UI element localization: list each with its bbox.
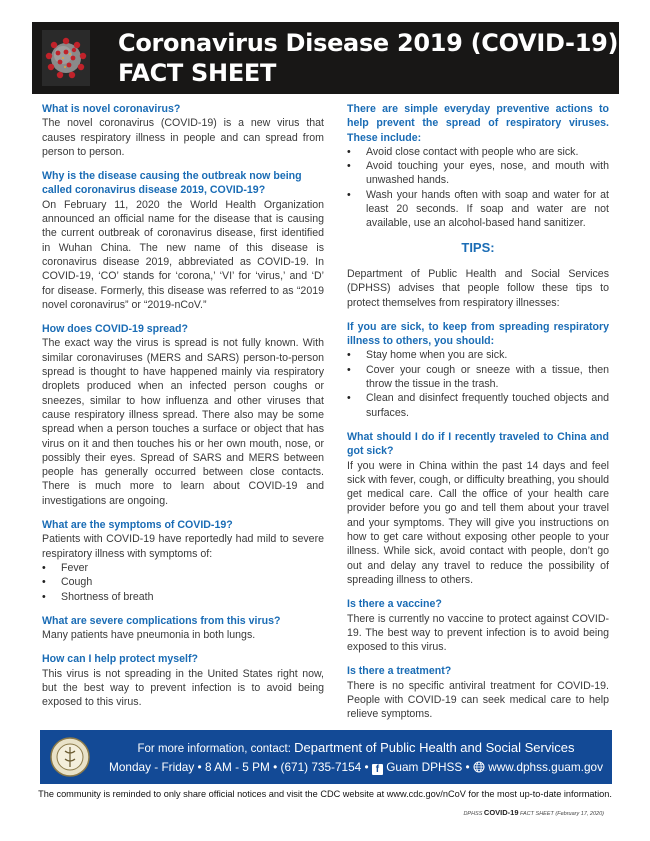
facebook-icon: f — [372, 764, 383, 775]
section-body: This virus is not spreading in the United States right now, but the best way to prevent infection is to avoid being exposed to this virus. — [42, 667, 324, 709]
document-credit — [463, 808, 604, 817]
list-item: • Shortness of breath — [42, 590, 324, 604]
page-title — [118, 28, 618, 88]
if-sick-list — [347, 348, 609, 419]
section-body: The exact way the virus is spread is not fully known. With similar coronaviruses (MERS and SARS) person-to-person spread is thought to have happened mainly via respiratory droplets produced when an infected person coughs or sneezes, similar to how influenza and other viruses that cause respiratory illness spread. There also may be some spread when a person touches a surface or object that has virus on it and then touches his or her own mouth, nose, or possibly their eyes. Spread of SARS and MERS between people has generally occurred between close contacts. There is much more to learn about COVID-19 and investigations are ongoing. — [42, 337, 324, 507]
credit-suffix: FACT SHEET (February 17, 2020) — [520, 811, 604, 817]
list-item: • Stay home when you are sick. — [347, 348, 609, 362]
prevention-list — [347, 145, 609, 231]
dphss-seal-icon — [50, 737, 90, 777]
list-item: • Avoid close contact with people who are sick. — [347, 145, 609, 159]
section-heading: What are severe complications from this virus? — [42, 614, 281, 627]
list-item: • Cough — [42, 575, 324, 589]
section-heading: Is there a vaccine? — [347, 598, 442, 611]
list-item: • Cover your cough or sneeze with a tissue, then throw the tissue in the trash. — [347, 363, 609, 392]
separator: • — [465, 759, 470, 774]
header-banner — [32, 22, 619, 94]
section-heading: How can I help protect myself? — [42, 653, 198, 666]
section-body: If you were in China within the past 14 days and feel sick with fever, cough, or difficulty breathing, you should get medical care. Call the office of your health care provider before you go and tell them about your travel and your symptoms. They will give you instructions on how to get care without exposing other people to your illness. While sick, avoid contact with people, don’t go out and delay any travel to reduce the possibility of spreading illness to others. — [347, 459, 609, 586]
section-heading: What is novel coronavirus? — [42, 103, 181, 115]
section-heading: Is there a treatment? — [347, 665, 452, 678]
prevention-heading: There are simple everyday preventive actions to help prevent the spread of respiratory viruses. These include: — [347, 103, 609, 144]
right-column — [347, 102, 609, 722]
separator: • — [273, 759, 278, 774]
contact-prefix: For more information, contact: — [137, 742, 291, 755]
left-column — [42, 102, 324, 710]
office-hours: 8 AM - 5 PM — [204, 759, 270, 774]
separator: • — [364, 759, 369, 774]
section-body: Many patients have pneumonia in both lungs. — [42, 629, 256, 642]
section-body: There is currently no vaccine to protect against COVID-19. The best way to prevent infection is to avoid being exposed to this virus. — [347, 612, 609, 654]
section-heading: What should I do if I recently traveled to China and got sick? — [347, 430, 609, 458]
facebook-link[interactable]: Guam DPHSS — [386, 759, 463, 774]
section-body: Patients with COVID-19 have reportedly had mild to severe respiratory illness with symptoms of: — [42, 533, 324, 560]
section-heading: Why is the disease causing the outbreak now being called coronavirus disease 2019, COVID-19? — [42, 170, 302, 197]
list-item: • Clean and disinfect frequently touched objects and surfaces. — [347, 391, 609, 420]
contact-bar — [40, 730, 612, 784]
section-body: On February 11, 2020 the World Health Organization announced an official name for the disease that is causing the current outbreak of coronavirus disease, first identified in Wuhan China. The new name of this disease is coronavirus disease 2019, abbreviated as COVID-19. In COVID-19, ‘CO’ stands for ‘corona,’ ‘VI’ for ‘virus,’ and ‘D’ for disease. Formerly, this disease was referred to as “2019 novel coronavirus” or “2019-nCoV.” — [42, 198, 324, 311]
credit-prefix: DPHSS — [463, 811, 483, 817]
globe-icon — [473, 761, 485, 773]
section-heading: What are the symptoms of COVID-19? — [42, 519, 233, 532]
website-link[interactable]: www.dphss.guam.gov — [488, 759, 603, 774]
department-name: Department of Public Health and Social Services — [294, 739, 575, 755]
list-item: • Avoid touching your eyes, nose, and mouth with unwashed hands. — [347, 159, 609, 188]
separator: • — [197, 759, 202, 774]
title-line-2: FACT SHEET — [118, 59, 277, 87]
list-item: • Fever — [42, 561, 324, 575]
symptom-list — [42, 561, 324, 604]
coronavirus-image — [42, 30, 90, 86]
credit-bold: COVID-19 — [483, 808, 519, 817]
virus-icon — [44, 36, 88, 80]
tips-heading: TIPS: — [461, 239, 495, 255]
contact-text — [100, 739, 612, 776]
section-heading: If you are sick, to keep from spreading respiratory illness to others, you should: — [347, 320, 609, 348]
section-heading: How does COVID-19 spread? — [42, 323, 188, 336]
section-body: There is no specific antiviral treatment for COVID-19. People with COVID-19 can seek medical care to help relieve symptoms. — [347, 679, 609, 721]
phone-number[interactable]: (671) 735-7154 — [280, 759, 362, 774]
tips-intro: Department of Public Health and Social Services (DPHSS) advises that people follow these tips to protect themselves from respiratory illnesses: — [347, 267, 609, 309]
office-days: Monday - Friday — [109, 759, 195, 774]
cdc-notice: The community is reminded to only share official notices and visit the CDC website at www.cdc.gov/nCoV for the most up-to-date information. — [38, 789, 612, 799]
section-body: The novel coronavirus (COVID-19) is a new virus that causes respiratory illness in people and can spread from person to person. — [42, 117, 324, 158]
list-item: • Wash your hands often with soap and water for at least 20 seconds. If soap and water are not available, use an alcohol-based hand sanitizer. — [347, 188, 609, 231]
title-line-1: Coronavirus Disease 2019 (COVID-19) — [118, 29, 619, 57]
